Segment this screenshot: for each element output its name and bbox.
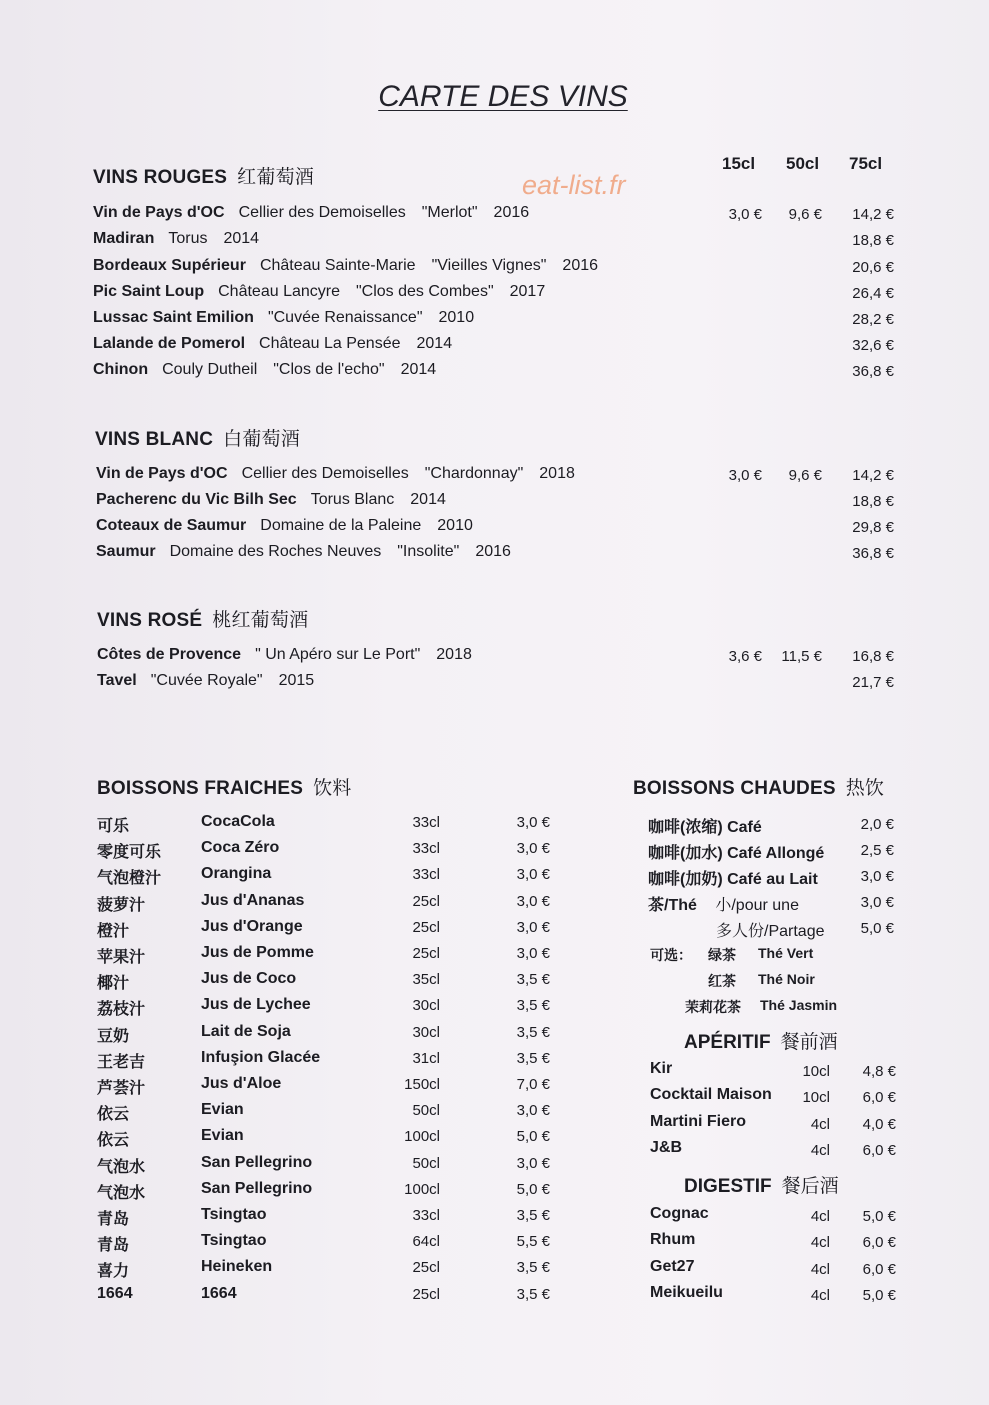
cold-drink-zh: 气泡橙汁 (97, 870, 162, 888)
aperitif-name: Kir (650, 1060, 673, 1077)
cold-drink-name: Evian (201, 1127, 244, 1145)
price-75cl: 18,8 € (852, 493, 894, 510)
cold-drink-price: 3,0 € (516, 918, 550, 936)
cold-drink-price: 3,0 € (516, 840, 550, 858)
digestif-volume: 4cl (810, 1286, 830, 1304)
cold-drink-zh: 王老吉 (97, 1053, 146, 1071)
cold-drink-name: Jus de Lychee (201, 996, 311, 1014)
wine-row: Tavel "Cuvée Royale" 2015 (97, 672, 315, 689)
cold-drink-volume: 64cl (412, 1233, 440, 1251)
price-75cl: 26,4 € (852, 285, 894, 302)
column-header-50cl: 50cl (786, 154, 820, 173)
tea-title: 茶/Thé (648, 897, 697, 914)
tea-group-price: 5,0 € (860, 920, 894, 937)
price-50cl: 9,6 € (788, 206, 822, 223)
section-title-boissons-fraiches (97, 773, 352, 800)
price-50cl: 11,5 € (781, 648, 822, 665)
tea-choice-label: 可选： (650, 947, 692, 963)
section-title-fr: BOISSONS FRAICHES (97, 778, 304, 799)
menu-title: CARTE DES VINS (378, 80, 628, 113)
column-header-15cl: 15cl (722, 154, 756, 173)
cold-drink-volume: 30cl (412, 1023, 440, 1041)
cold-drink-name: Tsingtao (201, 1232, 267, 1250)
price-75cl: 36,8 € (852, 545, 894, 562)
cold-drink-name: Evian (201, 1101, 244, 1119)
section-title-vins-rouges (93, 162, 314, 189)
cold-drink-price: 5,0 € (516, 1180, 550, 1198)
aperitif-volume: 4cl (810, 1141, 830, 1159)
aperitif-price: 4,0 € (862, 1115, 896, 1133)
cold-drink-name: 1664 (201, 1284, 237, 1302)
cold-drink-zh: 依云 (97, 1106, 130, 1124)
section-title-fr: VINS ROUGES (93, 167, 228, 188)
hot-drink-label: 咖啡(加水) Café Allongé (648, 845, 825, 862)
wine-row: Vin de Pays d'OC Cellier des Demoiselles "Chardonnay" 2018 (96, 465, 575, 482)
section-title-zh: 餐前酒 (780, 1032, 838, 1053)
digestif-price: 5,0 € (862, 1286, 896, 1304)
tea-label (648, 892, 799, 915)
cold-drink-name: San Pellegrino (201, 1179, 313, 1197)
cold-drink-volume: 31cl (412, 1049, 440, 1067)
cold-drink-zh: 豆奶 (97, 1027, 130, 1045)
wine-row: Coteaux de Saumur Domaine de la Paleine 2010 (96, 517, 473, 534)
digestif-name: Rhum (650, 1231, 696, 1249)
cold-drink-name: Jus de Coco (201, 970, 297, 988)
cold-drink-name: Jus d'Orange (201, 917, 303, 935)
price-75cl: 18,8 € (852, 232, 894, 249)
section-title-zh: 餐后酒 (781, 1176, 839, 1197)
wine-row: Madiran Torus 2014 (93, 230, 260, 247)
aperitif-name: Cocktail Maison (650, 1086, 772, 1104)
cold-drink-price: 3,0 € (516, 1102, 550, 1120)
cold-drink-zh: 青岛 (97, 1211, 130, 1228)
cold-drink-zh: 气泡水 (97, 1158, 146, 1176)
tea-choice-fr: Thé Vert (758, 945, 814, 961)
aperitif-volume: 10cl (802, 1089, 830, 1107)
cold-drink-zh: 苹果汁 (97, 949, 146, 966)
tea-choice-fr: Thé Jasmin (760, 997, 838, 1013)
cold-drink-price: 3,0 € (516, 892, 550, 910)
cold-drink-zh: 椰汁 (97, 975, 130, 993)
wine-row: Bordeaux Supérieur Château Sainte-Marie "Vieilles Vignes" 2016 (93, 257, 599, 274)
cold-drink-volume: 25cl (412, 1259, 440, 1277)
cold-drink-zh: 可乐 (97, 818, 130, 835)
wine-row: Lussac Saint Emilion "Cuvée Renaissance" 2010 (93, 309, 475, 326)
cold-drink-price: 3,0 € (516, 945, 550, 962)
hot-drink-label: 咖啡(浓缩) Café (648, 819, 762, 836)
cold-drink-volume: 100cl (404, 1180, 440, 1198)
section-title-vins-rose (97, 605, 308, 632)
section-title-zh: 热饮 (845, 778, 885, 799)
wine-row: Lalande de Pomerol Château La Pensée 2014 (93, 335, 453, 352)
watermark: eat-list.fr (522, 170, 626, 200)
wine-row: Vin de Pays d'OC Cellier des Demoiselles "Merlot" 2016 (93, 204, 530, 221)
cold-drink-volume: 25cl (412, 1285, 440, 1303)
cold-drink-name: CocaCola (201, 813, 275, 830)
cold-drink-volume: 25cl (412, 918, 440, 936)
cold-drink-price: 5,5 € (516, 1233, 550, 1251)
section-title-zh: 红葡萄酒 (237, 167, 314, 188)
cold-drink-zh: 零度可乐 (97, 844, 162, 862)
cold-drink-name: Jus de Pomme (201, 944, 314, 961)
cold-drink-price: 7,0 € (516, 1076, 550, 1093)
cold-drink-zh: 荔枝汁 (97, 1001, 146, 1019)
digestif-volume: 4cl (810, 1260, 830, 1278)
tea-choice-zh: 绿茶 (708, 947, 736, 963)
wine-row: Chinon Couly Dutheil "Clos de l'echo" 2014 (93, 361, 437, 378)
section-title-fr: APÉRITIF (684, 1032, 771, 1053)
aperitif-price: 6,0 € (862, 1089, 896, 1107)
cold-drink-price: 3,0 € (516, 814, 550, 831)
cold-drink-volume: 25cl (412, 892, 440, 910)
cold-drink-name: Heineken (201, 1258, 273, 1276)
tea-choice-zh: 红茶 (708, 973, 736, 989)
hot-drink-price: 2,0 € (860, 816, 894, 833)
cold-drink-volume: 30cl (412, 997, 440, 1015)
wine-row: Côtes de Provence " Un Apéro sur Le Port" 2018 (97, 646, 472, 663)
cold-drink-price: 3,5 € (516, 1259, 550, 1277)
wine-row: Pacherenc du Vic Bilh Sec Torus Blanc 2014 (96, 491, 446, 508)
tea-choice-zh: 茉莉花茶 (685, 999, 741, 1015)
tea-single-price: 3,0 € (860, 894, 894, 911)
aperitif-name: J&B (650, 1138, 683, 1156)
cold-drink-volume: 25cl (412, 945, 440, 962)
digestif-volume: 4cl (810, 1208, 830, 1225)
cold-drink-price: 3,5 € (516, 1285, 550, 1303)
cold-drink-volume: 35cl (412, 971, 440, 989)
cold-drink-zh: 橙汁 (97, 922, 130, 940)
section-title-vins-blanc (95, 424, 300, 451)
cold-drink-volume: 50cl (412, 1154, 440, 1172)
wine-row: Pic Saint Loup Château Lancyre "Clos des Combes" 2017 (93, 283, 546, 300)
section-title-aperitif (684, 1027, 838, 1054)
price-75cl: 28,2 € (852, 311, 894, 328)
aperitif-volume: 4cl (810, 1115, 830, 1133)
aperitif-price: 6,0 € (862, 1141, 896, 1159)
cold-drink-zh: 气泡水 (97, 1184, 146, 1202)
price-75cl: 21,7 € (852, 674, 894, 691)
cold-drink-volume: 150cl (404, 1076, 440, 1093)
digestif-name: Cognac (650, 1205, 709, 1222)
cold-drink-price: 3,5 € (516, 1207, 550, 1224)
cold-drink-name: San Pellegrino (201, 1153, 313, 1171)
section-title-zh: 饮料 (313, 778, 352, 799)
tea-single-label: 小/pour une (715, 897, 799, 914)
cold-drink-zh: 依云 (97, 1132, 130, 1150)
cold-drink-price: 3,5 € (516, 1023, 550, 1041)
tea-group-label: 多人份/Partage (716, 923, 825, 940)
cold-drink-volume: 33cl (412, 814, 440, 831)
cold-drink-name: Lait de Soja (201, 1022, 291, 1040)
cold-drink-zh: 1664 (97, 1284, 133, 1302)
cold-drink-name: Orangina (201, 865, 272, 883)
hot-drink-label: 咖啡(加奶) Café au Lait (648, 871, 818, 888)
section-title-fr: BOISSONS CHAUDES (633, 778, 836, 799)
section-title-boissons-chaudes (633, 773, 884, 800)
price-15cl: 3,6 € (728, 648, 762, 665)
cold-drink-name: Jus d'Ananas (201, 891, 305, 909)
hot-drink-price: 3,0 € (860, 868, 894, 885)
cold-drink-price: 5,0 € (516, 1128, 550, 1146)
column-header-75cl: 75cl (849, 154, 883, 173)
digestif-price: 6,0 € (862, 1260, 896, 1278)
digestif-name: Meikueilu (650, 1283, 723, 1301)
cold-drink-price: 3,5 € (516, 1049, 550, 1067)
cold-drink-price: 3,5 € (516, 971, 550, 989)
section-title-fr: VINS ROSÉ (97, 610, 203, 631)
tea-choice-fr: Thé Noir (758, 971, 815, 987)
cold-drink-volume: 33cl (412, 866, 440, 884)
price-75cl: 32,6 € (852, 337, 894, 354)
price-15cl: 3,0 € (728, 467, 762, 484)
cold-drink-name: Coca Zéro (201, 839, 280, 857)
cold-drink-zh: 喜力 (97, 1263, 130, 1281)
section-title-digestif (684, 1171, 839, 1198)
section-title-zh: 桃红葡萄酒 (212, 610, 309, 631)
digestif-price: 6,0 € (862, 1234, 896, 1252)
cold-drink-zh: 青岛 (97, 1237, 130, 1255)
cold-drink-volume: 33cl (412, 840, 440, 858)
cold-drink-name: Infuşion Glacée (201, 1048, 321, 1066)
section-title-fr: DIGESTIF (684, 1176, 772, 1197)
price-75cl: 29,8 € (852, 519, 894, 536)
price-75cl: 20,6 € (852, 259, 894, 276)
section-title-zh: 白葡萄酒 (223, 429, 300, 450)
digestif-volume: 4cl (810, 1234, 830, 1252)
cold-drink-name: Jus d'Aloe (201, 1075, 282, 1092)
wine-row: Saumur Domaine des Roches Neuves "Insolite" 2016 (96, 543, 511, 560)
cold-drink-price: 3,5 € (516, 997, 550, 1015)
digestif-price: 5,0 € (862, 1208, 896, 1225)
price-75cl: 14,2 € (852, 467, 894, 484)
aperitif-volume: 10cl (802, 1063, 830, 1080)
cold-drink-volume: 33cl (412, 1207, 440, 1224)
aperitif-name: Martini Fiero (650, 1112, 747, 1130)
cold-drink-zh: 菠萝汁 (97, 896, 146, 914)
hot-drink-price: 2,5 € (860, 842, 894, 859)
digestif-name: Get27 (650, 1257, 695, 1275)
price-15cl: 3,0 € (728, 206, 762, 223)
cold-drink-name: Tsingtao (201, 1206, 267, 1223)
price-75cl: 36,8 € (852, 363, 894, 380)
cold-drink-price: 3,0 € (516, 1154, 550, 1172)
price-75cl: 14,2 € (852, 206, 894, 223)
price-75cl: 16,8 € (852, 648, 894, 665)
cold-drink-price: 3,0 € (516, 866, 550, 884)
cold-drink-zh: 芦荟汁 (97, 1080, 146, 1097)
aperitif-price: 4,8 € (862, 1063, 896, 1080)
cold-drink-volume: 100cl (404, 1128, 440, 1146)
section-title-fr: VINS BLANC (95, 429, 214, 450)
cold-drink-volume: 50cl (412, 1102, 440, 1120)
price-50cl: 9,6 € (788, 467, 822, 484)
